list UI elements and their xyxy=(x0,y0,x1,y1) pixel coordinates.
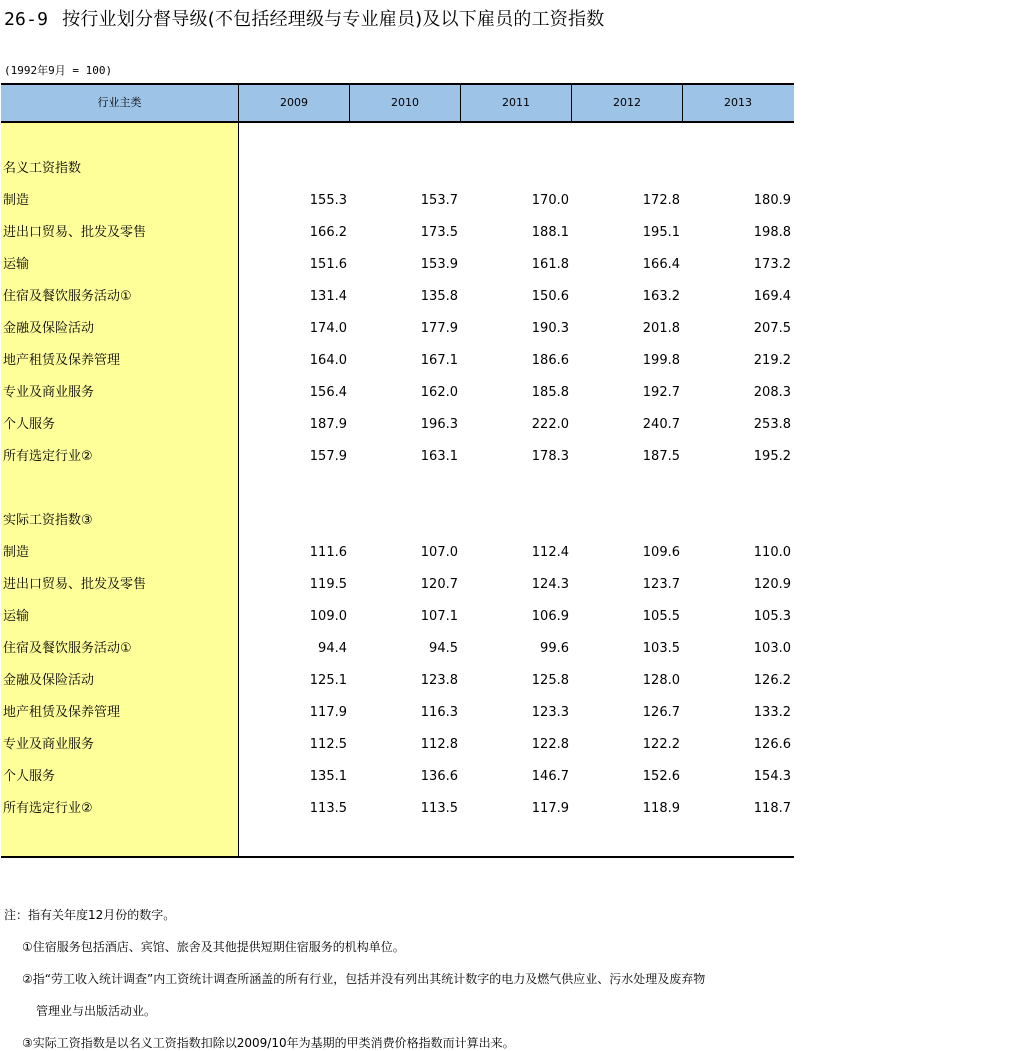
table-row xyxy=(1,377,794,409)
cell-value: 99.6 xyxy=(540,641,569,656)
footnote-line: 注：指有关年度12月份的数字。 xyxy=(4,908,176,922)
row-label: 所有选定行业② xyxy=(3,449,93,464)
table-row xyxy=(1,697,794,729)
wage-index-table xyxy=(1,83,794,858)
header-industry: 行业主类 xyxy=(97,96,142,109)
cell-value: 190.3 xyxy=(531,321,569,336)
cell-value: 186.6 xyxy=(531,353,569,368)
table-row xyxy=(1,793,794,825)
table-row xyxy=(1,729,794,761)
cell-value: 185.8 xyxy=(531,385,569,400)
footnote-line: ②指“劳工收入统计调查”内工资统计调查所涵盖的所有行业，包括并没有列出其统计数字的电力及燃气供应业、污水处理及废弃物 xyxy=(22,972,706,986)
table-row xyxy=(1,409,794,441)
cell-value: 151.6 xyxy=(309,257,347,272)
cell-value: 131.4 xyxy=(309,289,347,304)
cell-value: 166.4 xyxy=(642,257,680,272)
cell-value: 173.5 xyxy=(420,225,458,240)
cell-value: 125.1 xyxy=(309,673,347,688)
cell-value: 136.6 xyxy=(420,769,458,784)
cell-value: 111.6 xyxy=(309,545,347,560)
table-row xyxy=(1,601,794,633)
cell-value: 157.9 xyxy=(309,449,347,464)
cell-value: 155.3 xyxy=(309,193,347,208)
table-row xyxy=(1,537,794,569)
table-row xyxy=(1,761,794,793)
cell-value: 166.2 xyxy=(309,225,347,240)
row-label: 金融及保险活动 xyxy=(3,321,95,336)
cell-value: 120.9 xyxy=(753,577,791,592)
cell-value: 128.0 xyxy=(642,673,680,688)
row-label: 进出口贸易、批发及零售 xyxy=(3,577,147,592)
cell-value: 253.8 xyxy=(753,417,791,432)
cell-value: 154.3 xyxy=(753,769,791,784)
cell-value: 122.2 xyxy=(642,737,680,752)
table-row xyxy=(1,345,794,377)
cell-value: 103.5 xyxy=(642,641,680,656)
cell-value: 153.7 xyxy=(420,193,458,208)
header-year: 2012 xyxy=(613,96,641,109)
cell-value: 120.7 xyxy=(420,577,458,592)
cell-value: 150.6 xyxy=(531,289,569,304)
cell-value: 187.5 xyxy=(642,449,680,464)
header-year: 2010 xyxy=(391,96,419,109)
table-number: 26-9 xyxy=(4,9,49,30)
row-label: 地产租赁及保养管理 xyxy=(3,353,121,368)
cell-value: 153.9 xyxy=(420,257,458,272)
cell-value: 195.1 xyxy=(642,225,680,240)
cell-value: 172.8 xyxy=(642,193,680,208)
cell-value: 113.5 xyxy=(420,801,458,816)
cell-value: 123.8 xyxy=(420,673,458,688)
cell-value: 109.0 xyxy=(309,609,347,624)
table-row xyxy=(1,281,794,313)
cell-value: 117.9 xyxy=(309,705,347,720)
page-title xyxy=(4,5,604,31)
base-period-note: (1992年9月 = 100) xyxy=(4,64,113,77)
header-year: 2009 xyxy=(280,96,308,109)
table-row xyxy=(1,569,794,601)
cell-value: 117.9 xyxy=(531,801,569,816)
table-row xyxy=(1,217,794,249)
footnote-line: ①住宿服务包括酒店、宾馆、旅舍及其他提供短期住宿服务的机构单位。 xyxy=(22,940,405,954)
table-row xyxy=(1,185,794,217)
cell-value: 113.5 xyxy=(309,801,347,816)
table-row xyxy=(1,633,794,665)
cell-value: 107.1 xyxy=(420,609,458,624)
header-year: 2013 xyxy=(724,96,752,109)
row-label: 所有选定行业② xyxy=(3,801,93,816)
cell-value: 173.2 xyxy=(753,257,791,272)
table-title-text: 按行业划分督导级(不包括经理级与专业雇员)及以下雇员的工资指数 xyxy=(62,9,605,30)
cell-value: 126.6 xyxy=(753,737,791,752)
table-row xyxy=(1,665,794,697)
row-label: 住宿及餐饮服务活动① xyxy=(3,641,132,656)
cell-value: 199.8 xyxy=(642,353,680,368)
row-label: 地产租赁及保养管理 xyxy=(3,705,121,720)
cell-value: 180.9 xyxy=(753,193,791,208)
cell-value: 106.9 xyxy=(531,609,569,624)
table-row xyxy=(1,441,794,473)
cell-value: 135.1 xyxy=(309,769,347,784)
cell-value: 123.3 xyxy=(531,705,569,720)
table-row xyxy=(1,313,794,345)
cell-value: 170.0 xyxy=(531,193,569,208)
row-label: 金融及保险活动 xyxy=(3,673,95,688)
cell-value: 192.7 xyxy=(642,385,680,400)
row-label: 运输 xyxy=(3,257,30,272)
cell-value: 169.4 xyxy=(753,289,791,304)
cell-value: 219.2 xyxy=(753,353,791,368)
section-heading-row xyxy=(1,505,794,537)
cell-value: 126.7 xyxy=(642,705,680,720)
cell-value: 133.2 xyxy=(753,705,791,720)
section-heading-row xyxy=(1,153,794,185)
cell-value: 94.4 xyxy=(318,641,347,656)
footnote-line: ③实际工资指数是以名义工资指数扣除以2009/10年为基期的甲类消费价格指数而计算出来。 xyxy=(22,1036,515,1050)
cell-value: 163.1 xyxy=(420,449,458,464)
cell-value: 161.8 xyxy=(531,257,569,272)
cell-value: 110.0 xyxy=(753,545,791,560)
cell-value: 174.0 xyxy=(309,321,347,336)
cell-value: 240.7 xyxy=(642,417,680,432)
cell-value: 152.6 xyxy=(642,769,680,784)
cell-value: 107.0 xyxy=(420,545,458,560)
cell-value: 196.3 xyxy=(420,417,458,432)
header-year: 2011 xyxy=(502,96,530,109)
section-heading: 名义工资指数 xyxy=(3,161,82,176)
cell-value: 198.8 xyxy=(753,225,791,240)
table-header-row xyxy=(1,85,794,123)
row-label: 制造 xyxy=(3,545,30,560)
cell-value: 126.2 xyxy=(753,673,791,688)
cell-value: 207.5 xyxy=(753,321,791,336)
cell-value: 162.0 xyxy=(420,385,458,400)
cell-value: 122.8 xyxy=(531,737,569,752)
cell-value: 187.9 xyxy=(309,417,347,432)
cell-value: 222.0 xyxy=(531,417,569,432)
cell-value: 112.8 xyxy=(420,737,458,752)
cell-value: 177.9 xyxy=(420,321,458,336)
cell-value: 112.5 xyxy=(309,737,347,752)
cell-value: 178.3 xyxy=(531,449,569,464)
row-label: 个人服务 xyxy=(3,769,56,784)
cell-value: 208.3 xyxy=(753,385,791,400)
cell-value: 156.4 xyxy=(309,385,347,400)
cell-value: 163.2 xyxy=(642,289,680,304)
cell-value: 201.8 xyxy=(642,321,680,336)
cell-value: 105.5 xyxy=(642,609,680,624)
cell-value: 125.8 xyxy=(531,673,569,688)
cell-value: 103.0 xyxy=(753,641,791,656)
cell-value: 118.7 xyxy=(753,801,791,816)
cell-value: 112.4 xyxy=(531,545,569,560)
row-label: 进出口贸易、批发及零售 xyxy=(3,225,147,240)
footnote-line: 管理业与出版活动业。 xyxy=(36,1004,157,1018)
cell-value: 195.2 xyxy=(753,449,791,464)
cell-value: 94.5 xyxy=(429,641,458,656)
cell-value: 167.1 xyxy=(420,353,458,368)
table-row xyxy=(1,249,794,281)
cell-value: 135.8 xyxy=(420,289,458,304)
cell-value: 123.7 xyxy=(642,577,680,592)
cell-value: 164.0 xyxy=(309,353,347,368)
cell-value: 124.3 xyxy=(531,577,569,592)
row-label: 运输 xyxy=(3,609,30,624)
cell-value: 118.9 xyxy=(642,801,680,816)
cell-value: 116.3 xyxy=(420,705,458,720)
cell-value: 119.5 xyxy=(309,577,347,592)
row-label: 个人服务 xyxy=(3,417,56,432)
row-label: 住宿及餐饮服务活动① xyxy=(3,289,132,304)
section-heading: 实际工资指数③ xyxy=(3,513,93,528)
row-label: 制造 xyxy=(3,193,30,208)
table-bottom-border xyxy=(1,856,794,858)
cell-value: 146.7 xyxy=(531,769,569,784)
row-label: 专业及商业服务 xyxy=(3,737,95,752)
cell-value: 105.3 xyxy=(753,609,791,624)
cell-value: 109.6 xyxy=(642,545,680,560)
row-label: 专业及商业服务 xyxy=(3,385,95,400)
cell-value: 188.1 xyxy=(531,225,569,240)
